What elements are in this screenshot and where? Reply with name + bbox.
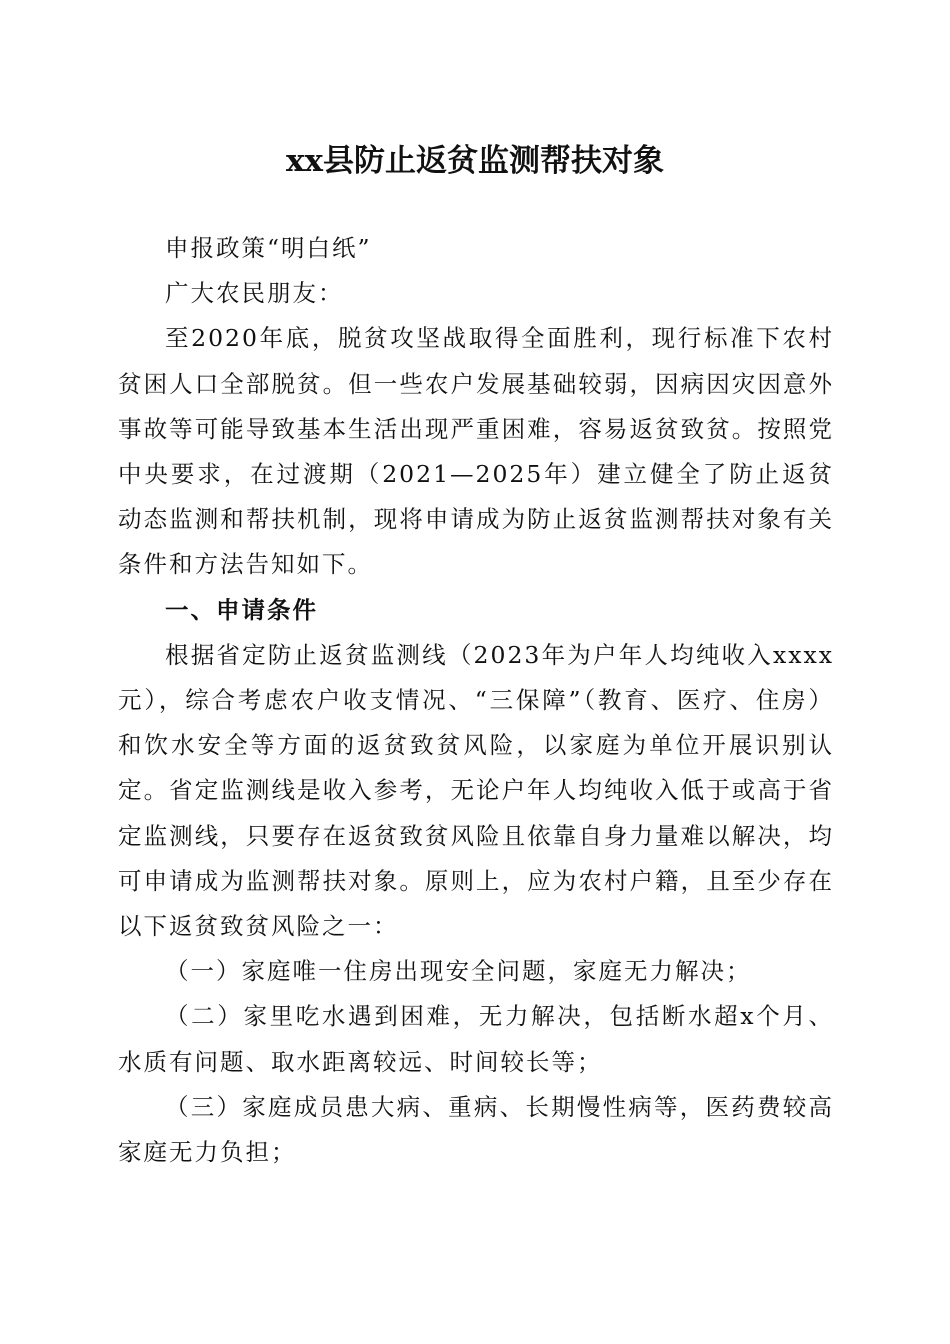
document-title: xx县防止返贫监测帮扶对象	[286, 143, 664, 179]
document-body	[118, 226, 834, 1175]
condition-item-3: （三）家庭成员患大病、重病、长期慢性病等，医药费较高家庭无力负担；	[118, 1092, 834, 1167]
conditions-paragraph: 根据省定防止返贫监测线（2023年为户年人均纯收入xxxx元），综合考虑农户收支情况、“三保障”（教育、医疗、住房）和饮水安全等方面的返贫致贫风险，以家庭为单位开展识别认定。省定监测线是收入参考，无论户年人均纯收入低于或高于省定监测线，只要存在返贫致贫风险且依靠自身力量难以解决，均可申请成为监测帮扶对象。原则上，应为农村户籍，且至少存在以下返贫致贫风险之一：	[118, 640, 834, 941]
policy-subtitle: 申报政策“明白纸”	[165, 234, 372, 262]
condition-item-1: （一）家庭唯一住房出现安全问题，家庭无力解决；	[165, 957, 752, 986]
salutation: 广大农民朋友：	[165, 279, 344, 308]
intro-paragraph: 至2020年底，脱贫攻坚战取得全面胜利，现行标准下农村贫困人口全部脱贫。但一些农户发展基础较弱，因病因灾因意外事故等可能导致基本生活出现严重困难，容易返贫致贫。按照党中央要求，在过渡期（2021—2025年）建立健全了防止返贫动态监测和帮扶机制，现将申请成为防止返贫监测帮扶对象有关条件和方法告知如下。	[118, 324, 834, 579]
section-heading-conditions: 一、申请条件	[165, 595, 318, 624]
condition-item-2: （二）家里吃水遇到困难，无力解决，包括断水超x个月、水质有问题、取水距离较远、时间较长等；	[118, 1002, 834, 1076]
